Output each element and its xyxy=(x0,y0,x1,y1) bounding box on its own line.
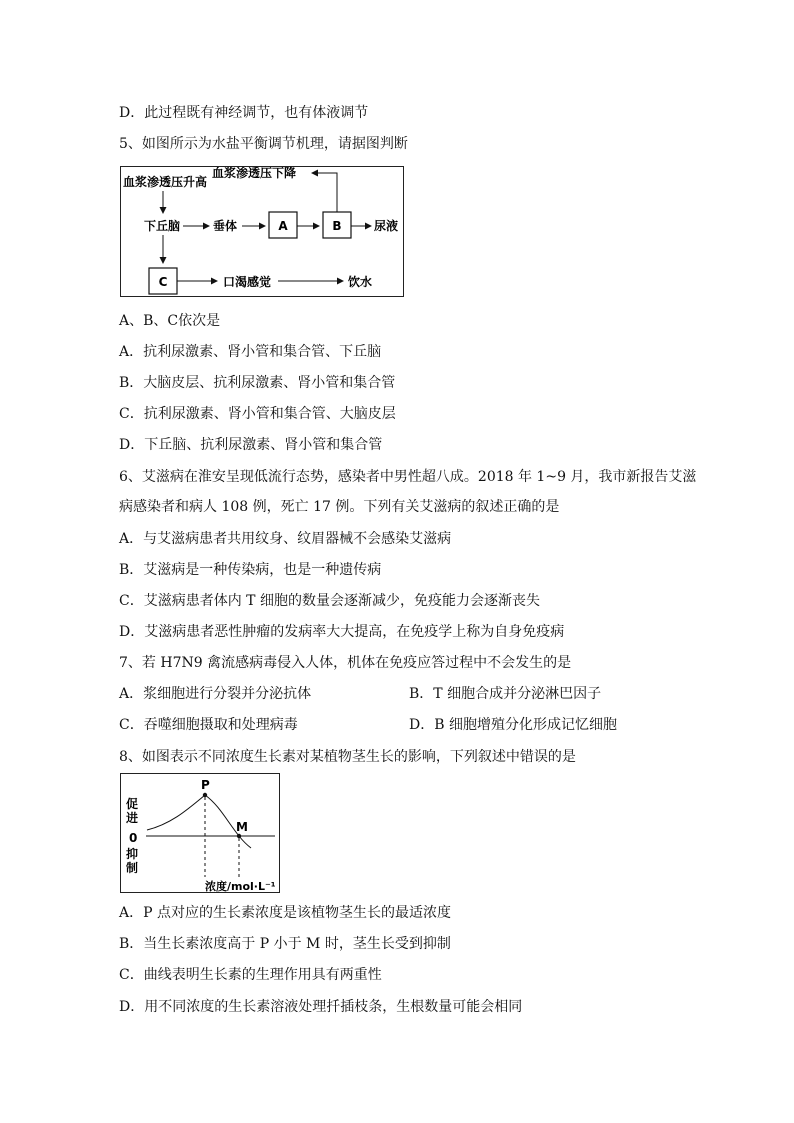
water-salt-diagram xyxy=(120,166,404,297)
pituitary-label: 垂体 xyxy=(213,219,238,233)
plasma-osmotic-down-label: 血浆渗透压下降 xyxy=(212,167,297,180)
q7-stem: 7、若 H7N9 禽流感病毒侵入人体，机体在免疫应答过程中不会发生的是 xyxy=(119,655,572,671)
q6-stem-line2: 病感染者和病人 108 例，死亡 17 例。下列有关艾滋病的叙述正确的是 xyxy=(119,499,560,515)
auxin-graph xyxy=(120,773,280,893)
q8-option-b: B．当生长素浓度高于 P 小于 M 时，茎生长受到抑制 xyxy=(119,936,451,952)
q4-option-d: D．此过程既有神经调节，也有体液调节 xyxy=(119,105,369,121)
q5-option-b: B．大脑皮层、抗利尿激素、肾小管和集合管 xyxy=(119,375,396,391)
q7-option-c: C．吞噬细胞摄取和处理病毒 xyxy=(119,717,298,733)
point-p-label: P xyxy=(201,778,210,792)
hypothalamus-label: 下丘脑 xyxy=(144,219,181,233)
diagram-svg xyxy=(121,167,405,298)
q7-option-a: A．浆细胞进行分裂并分泌抗体 xyxy=(119,686,312,702)
graph-svg xyxy=(121,774,281,894)
point-p xyxy=(203,793,207,797)
q8-option-a: A．P 点对应的生长素浓度是该植物茎生长的最适浓度 xyxy=(119,905,451,921)
box-b-label: B xyxy=(332,219,342,233)
arrow-feedback xyxy=(312,173,337,212)
q5-stem: 5、如图所示为水盐平衡调节机理，请据图判断 xyxy=(119,136,408,152)
q6-option-a: A．与艾滋病患者共用纹身、纹眉器械不会感染艾滋病 xyxy=(119,531,452,547)
x-axis-label: 浓度/mol·L⁻¹ xyxy=(205,880,276,893)
q6-option-b: B．艾滋病是一种传染病，也是一种遗传病 xyxy=(119,562,382,578)
q6-option-c: C．艾滋病患者体内 T 细胞的数量会逐渐减少，免疫能力会逐渐丧失 xyxy=(119,593,540,609)
promote-label-1: 促 xyxy=(126,797,139,811)
q6-option-d: D．艾滋病患者恶性肿瘤的发病率大大提高，在免疫学上称为自身免疫病 xyxy=(119,624,565,640)
point-m-label: M xyxy=(236,820,248,834)
promote-label-2: 进 xyxy=(126,811,139,825)
zero-label: 0 xyxy=(129,831,138,845)
q5-option-a: A．抗利尿激素、肾小管和集合管、下丘脑 xyxy=(119,344,382,360)
q5-ask: A、B、C依次是 xyxy=(119,313,221,329)
point-m xyxy=(237,834,241,838)
q6-stem-line1: 6、艾滋病在淮安呈现低流行态势，感染者中男性超八成。2018 年 1~9 月，我市新报告艾滋 xyxy=(119,469,697,485)
q8-option-c: C．曲线表明生长素的生理作用具有两重性 xyxy=(119,967,382,983)
q7-option-b: B．T 细胞合成并分泌淋巴因子 xyxy=(409,686,602,702)
q8-stem: 8、如图表示不同浓度生长素对某植物茎生长的影响，下列叙述中错误的是 xyxy=(119,749,576,765)
drink-label: 饮水 xyxy=(348,275,373,289)
q7-option-d: D．B 细胞增殖分化形成记忆细胞 xyxy=(409,717,617,733)
q8-option-d: D．用不同浓度的生长素溶液处理扦插枝条，生根数量可能会相同 xyxy=(119,999,523,1015)
inhibit-label-1: 抑 xyxy=(126,847,139,861)
urine-label: 尿液 xyxy=(374,219,399,233)
box-c-label: C xyxy=(158,275,168,289)
q5-option-d: D．下丘脑、抗利尿激素、肾小管和集合管 xyxy=(119,437,383,453)
plasma-osmotic-up-label: 血浆渗透压升高 xyxy=(123,175,208,189)
q5-option-c: C．抗利尿激素、肾小管和集合管、大脑皮层 xyxy=(119,406,396,422)
inhibit-label-2: 制 xyxy=(126,861,139,875)
box-a-label: A xyxy=(278,219,288,233)
thirst-label: 口渴感觉 xyxy=(223,275,272,289)
